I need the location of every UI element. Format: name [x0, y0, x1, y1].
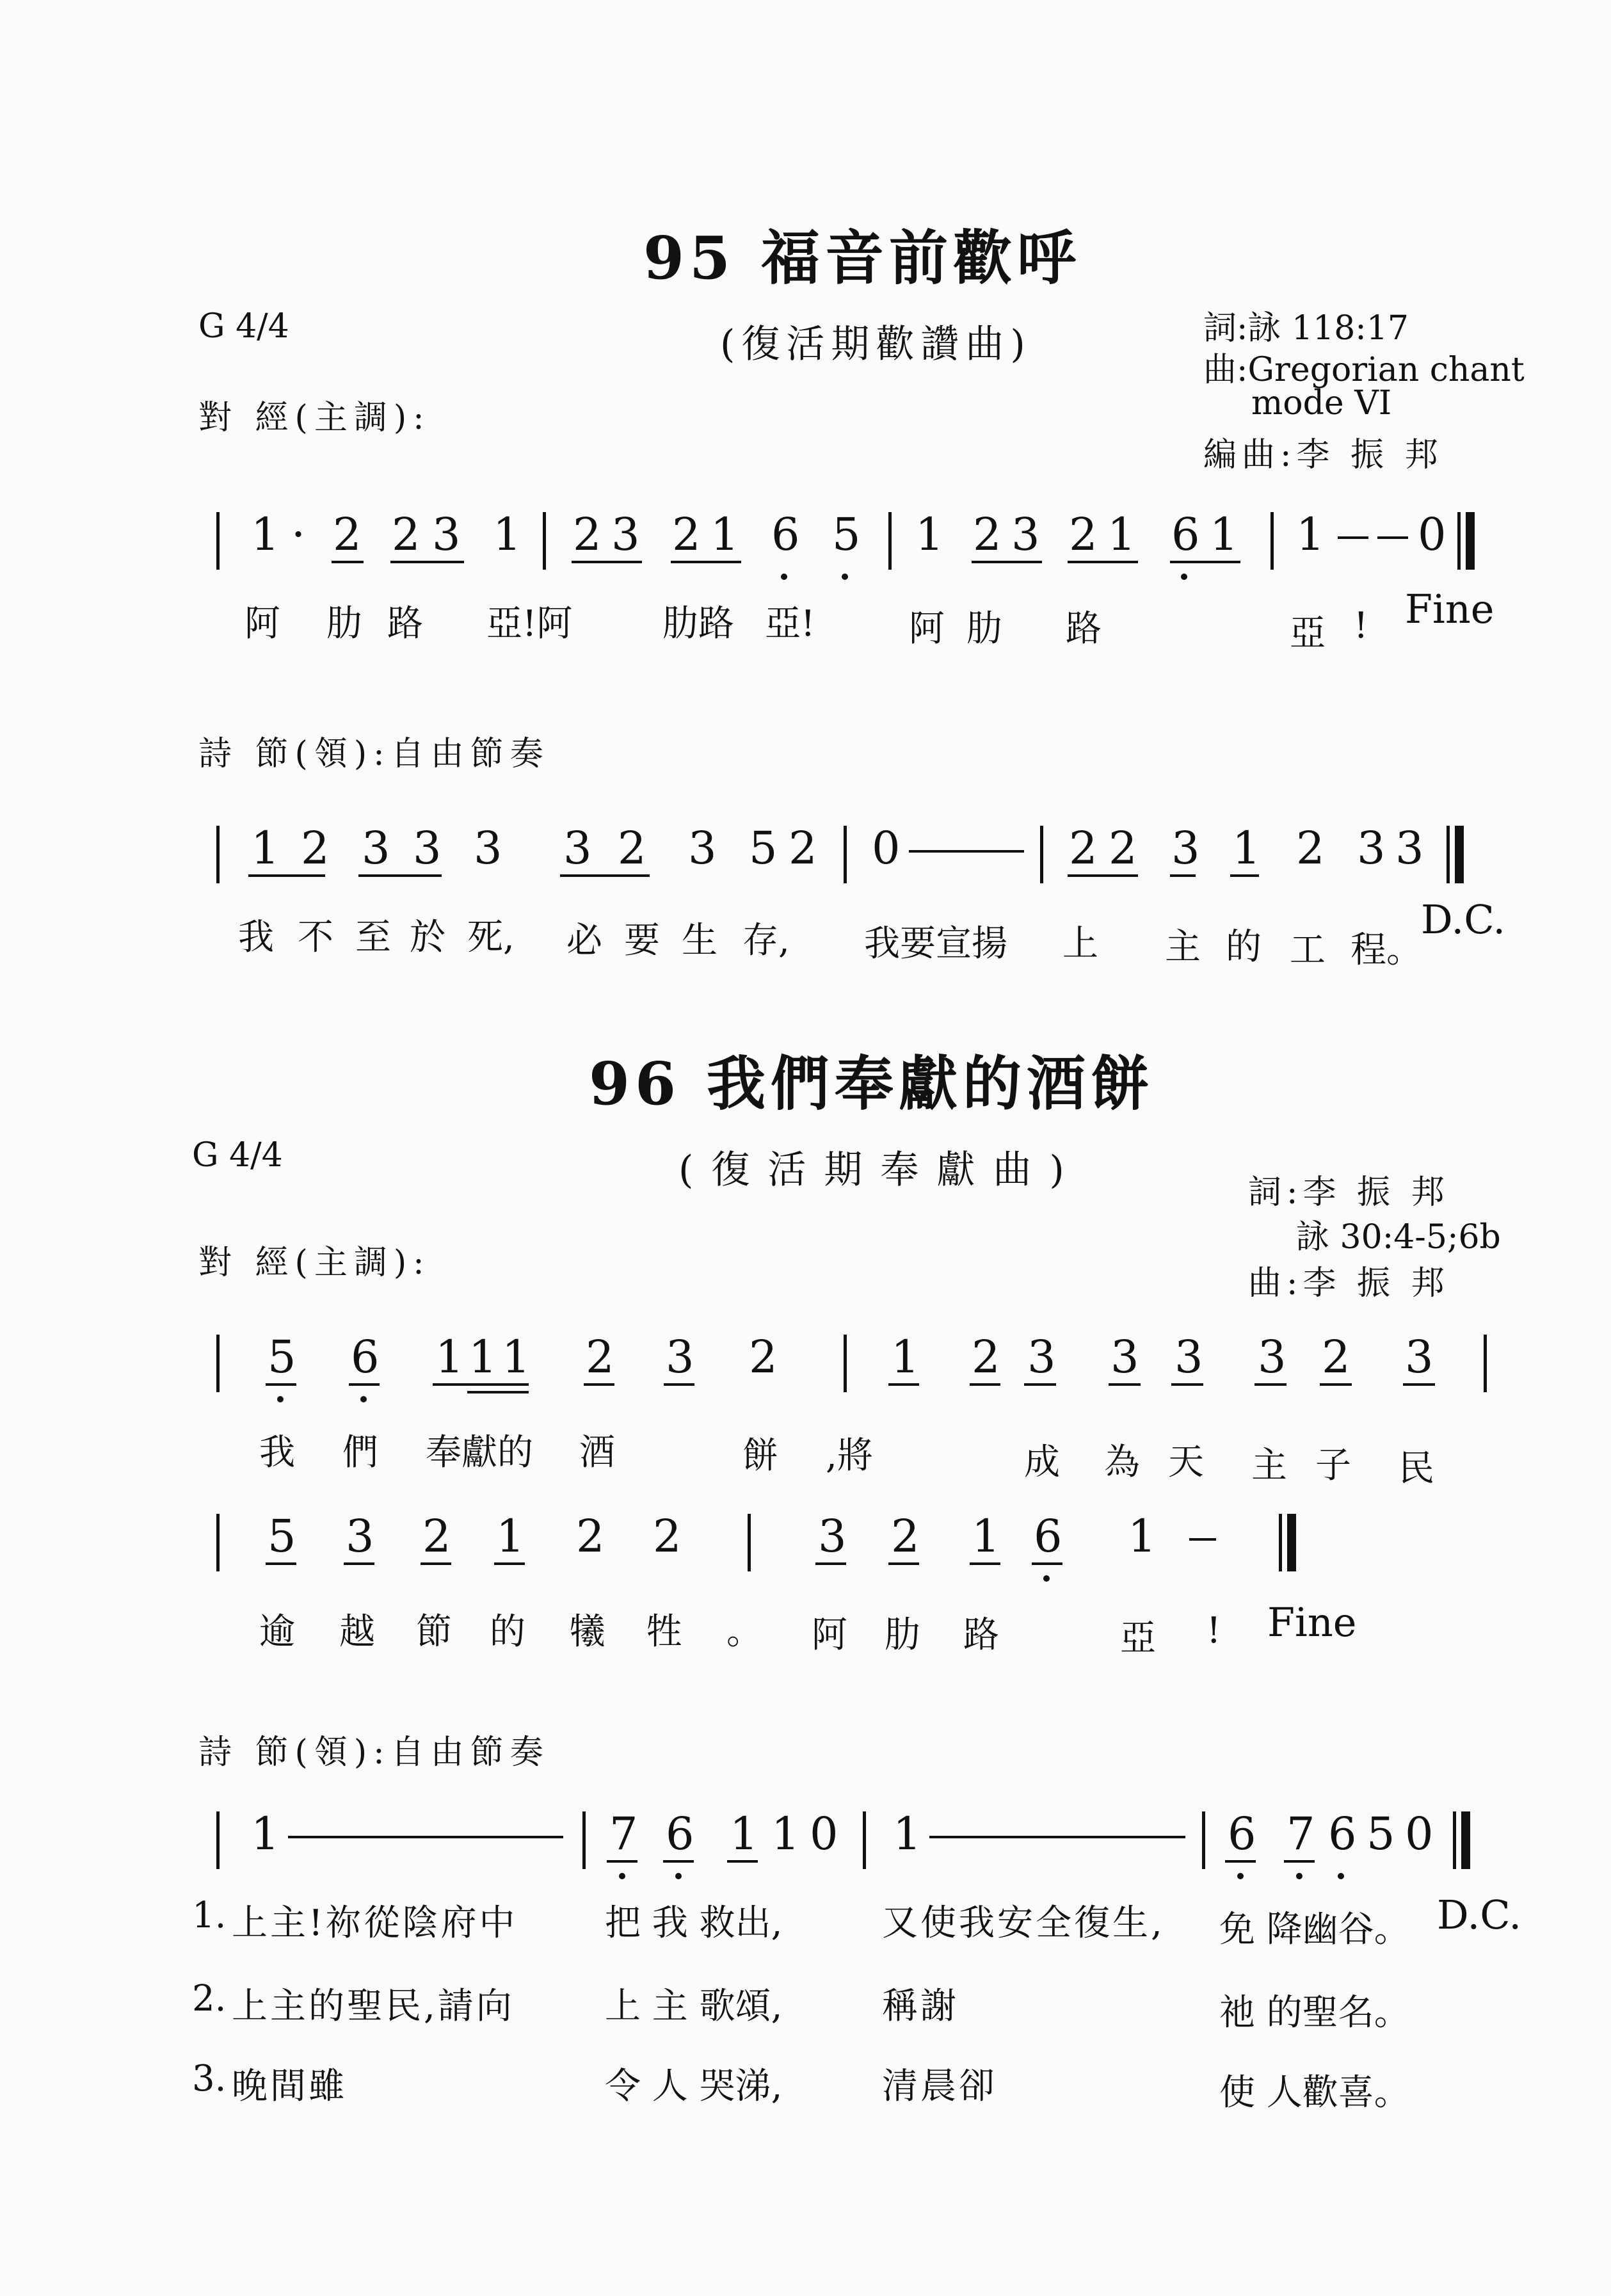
note: 1 — [1107, 508, 1136, 561]
lyric: 民 — [1399, 1448, 1434, 1489]
verse-row — [0, 1978, 1611, 2035]
dc-marker: D.C. — [1421, 896, 1506, 943]
note: 3 — [474, 822, 502, 874]
lyric: 亞 — [1290, 613, 1326, 654]
verse-number: 2. — [192, 1978, 227, 2019]
lyric: 的 — [490, 1611, 525, 1653]
lyric: 上 — [1062, 923, 1098, 965]
note: 2 — [618, 822, 646, 874]
note: 3 — [611, 508, 640, 561]
note: 1 — [435, 1331, 464, 1383]
note: 2 — [789, 822, 817, 874]
lyric: 要 — [624, 920, 660, 961]
note: 6 — [1034, 1510, 1062, 1562]
note: 5 — [268, 1510, 296, 1562]
lyric: 亞!阿 — [486, 603, 573, 645]
lyric: 路 — [1066, 608, 1102, 650]
lyric: 亞! — [765, 603, 815, 645]
lyric: 們 — [342, 1432, 378, 1473]
lyric: 必 — [566, 920, 602, 961]
verse-text: 使 人歡喜。 — [1219, 2072, 1410, 2114]
note: 6 — [1328, 1808, 1357, 1860]
note: 2 — [1296, 822, 1325, 874]
verse-number: 1. — [192, 1895, 227, 1936]
note: 1 — [891, 1331, 920, 1383]
note: 3 — [432, 508, 461, 561]
note: 5 — [268, 1331, 296, 1383]
song96-psalm-credit: 詠 30:4-5;6b — [1296, 1218, 1501, 1256]
verse-text: 把 我 救出, — [605, 1902, 783, 1944]
note-dot: · — [291, 508, 306, 561]
note: 1 — [915, 508, 944, 561]
lyric: 的 — [1226, 926, 1262, 968]
note: 1 — [502, 1331, 531, 1383]
note: 3 — [688, 822, 717, 874]
song96-verse-label: 詩 節(領):自由節奏 — [198, 1733, 550, 1772]
lyric: 肋 — [326, 603, 362, 645]
note: 2 — [1322, 1331, 1351, 1383]
note: 3 — [1027, 1331, 1056, 1383]
song95-notation-line1 — [0, 508, 1611, 582]
note: 6 — [771, 508, 800, 561]
note: 0 — [1418, 508, 1447, 561]
song95-notation-line2 — [0, 822, 1611, 896]
note: 1 — [710, 508, 739, 561]
lyric: 逾 — [259, 1611, 295, 1653]
fine-marker: Fine — [1405, 586, 1495, 632]
note: 1 — [1128, 1510, 1157, 1562]
note: 3 — [1110, 1331, 1139, 1383]
note: 3 — [1174, 1331, 1203, 1383]
song96-title: 96 我們奉獻的酒餅 — [589, 1049, 1155, 1118]
note: 2 — [586, 1331, 614, 1383]
lyric: 阿 — [244, 603, 280, 645]
note: 0 — [1405, 1808, 1434, 1860]
note: 6 — [1228, 1808, 1256, 1860]
note: 1 — [251, 508, 280, 561]
lyric: 子 — [1315, 1445, 1351, 1486]
note: 5 — [1367, 1808, 1395, 1860]
lyric: ,將 — [826, 1435, 873, 1477]
note: 7 — [609, 1808, 638, 1860]
note: 3 — [413, 822, 442, 874]
lyric: 主 — [1165, 926, 1201, 968]
note: 2 — [392, 508, 421, 561]
lyric: 路 — [963, 1614, 999, 1656]
song96-notation-line1 — [0, 1331, 1611, 1411]
lyric: 節 — [416, 1611, 452, 1653]
lyric: 成 — [1024, 1441, 1060, 1483]
lyric: 生 — [682, 920, 717, 961]
song96-notation-line2 — [0, 1510, 1611, 1591]
lyric: 餅 — [742, 1435, 778, 1477]
note: 0 — [810, 1808, 838, 1860]
lyric: 路 — [387, 603, 423, 645]
note: 3 — [1405, 1331, 1434, 1383]
verse-text: 免 降幽谷。 — [1219, 1909, 1410, 1950]
verse-number: 3. — [192, 2058, 227, 2099]
verse-text: 晚間雖 — [232, 2066, 347, 2107]
lyric: 酒 — [579, 1432, 615, 1473]
note: 2 — [972, 1331, 1000, 1383]
note: 5 — [832, 508, 861, 561]
note: 3 — [666, 1331, 694, 1383]
song95-key: G 4/4 — [198, 307, 289, 346]
lyric: 為 — [1104, 1441, 1140, 1483]
song96-words-credit: 詞:李 振 邦 — [1248, 1173, 1450, 1212]
lyric: 肋路 — [662, 603, 734, 645]
verse-text: 上主的聖民,請向 — [232, 1986, 515, 2027]
note: 2 — [576, 1510, 605, 1562]
note: 5 — [749, 822, 778, 874]
dc-marker: D.C. — [1437, 1891, 1522, 1938]
note: 1 — [893, 1808, 922, 1860]
note: 3 — [346, 1510, 374, 1562]
note: 3 — [1357, 822, 1386, 874]
verse-text: 上 主 歌頌, — [605, 1986, 783, 2027]
note: 1 — [771, 1808, 800, 1860]
verse-row — [0, 1891, 1611, 1952]
note: 2 — [333, 508, 362, 561]
lyric: 我 — [238, 917, 274, 958]
note: 3 — [1258, 1331, 1286, 1383]
verse-text: 稱謝 — [882, 1986, 959, 2027]
lyric: 越 — [339, 1611, 375, 1653]
lyric: 我 — [259, 1432, 295, 1473]
lyric: 阿 — [812, 1614, 847, 1656]
note: 6 — [351, 1331, 380, 1383]
lyric: 奉獻的 — [426, 1432, 533, 1473]
lyric: 肋 — [885, 1614, 920, 1656]
song96-refrain-label: 對 經(主調): — [198, 1244, 431, 1282]
lyric: 不 — [298, 917, 333, 958]
lyric: 犧 — [570, 1611, 605, 1653]
note: 2 — [1069, 822, 1098, 874]
note: 2 — [1069, 508, 1098, 561]
lyric: 至 — [355, 917, 391, 958]
song95-refrain-label: 對 經(主調): — [198, 399, 431, 437]
note: 3 — [1395, 822, 1424, 874]
lyric: 於 — [410, 917, 445, 958]
lyric: 死, — [467, 917, 515, 958]
lyric: 亞 — [1120, 1618, 1156, 1659]
note: 7 — [1286, 1808, 1315, 1860]
lyric: 程。 — [1351, 929, 1422, 971]
note: 3 — [563, 822, 592, 874]
note: 2 — [301, 822, 330, 874]
note: 6 — [1171, 508, 1200, 561]
note: 2 — [653, 1510, 682, 1562]
note: 1 — [730, 1808, 758, 1860]
song95-title: 95 福音前歡呼 — [643, 223, 1082, 293]
song95-words-credit: 詞:詠 118:17 — [1203, 309, 1409, 348]
note: 0 — [872, 822, 901, 874]
fine-marker: Fine — [1267, 1599, 1357, 1646]
note: 1 — [496, 1510, 525, 1562]
song96-tune-credit: 曲:李 振 邦 — [1248, 1264, 1450, 1303]
lyric: 牲 — [646, 1611, 682, 1653]
note: 1 — [251, 1808, 280, 1860]
song95-subtitle: (復活期歡讚曲) — [720, 322, 1032, 367]
lyric: 存, — [742, 920, 790, 961]
note: 3 — [1011, 508, 1040, 561]
song95-verse-label: 詩 節(領):自由節奏 — [198, 735, 550, 773]
lyric: 天 — [1168, 1441, 1204, 1483]
lyric: 我要宣揚 — [864, 923, 1007, 965]
note: 2 — [1109, 822, 1137, 874]
lyric: 肋 — [966, 608, 1002, 650]
verse-row — [0, 2058, 1611, 2115]
note: 2 — [749, 1331, 778, 1383]
note: 1 — [1210, 508, 1238, 561]
lyric: 。 — [726, 1611, 762, 1653]
note: 1 — [493, 508, 522, 561]
song95-tune-credit: 曲:Gregorian chant — [1203, 351, 1525, 389]
lyric: ! — [1354, 605, 1368, 646]
note: 2 — [973, 508, 1002, 561]
lyric: 主 — [1251, 1445, 1287, 1486]
note: 1 — [1296, 508, 1325, 561]
note: 1 — [251, 822, 280, 874]
song95-arranger: 編曲:李 振 邦 — [1203, 436, 1443, 474]
note: 2 — [891, 1510, 920, 1562]
song96-key: G 4/4 — [192, 1136, 283, 1175]
verse-text: 祂 的聖名。 — [1219, 1992, 1410, 2034]
verse-text: 又使我安全復生, — [882, 1902, 1165, 1944]
note: 6 — [666, 1808, 694, 1860]
note: 1 — [1232, 822, 1261, 874]
note: 2 — [672, 508, 701, 561]
verse-text: 令 人 哭涕, — [605, 2066, 783, 2107]
note: 2 — [573, 508, 602, 561]
note: 3 — [1171, 822, 1200, 874]
note: 1 — [469, 1331, 497, 1383]
note: 3 — [362, 822, 390, 874]
song96-notation-line3 — [0, 1808, 1611, 1888]
note: 1 — [972, 1510, 1000, 1562]
song95-tune-mode: mode VI — [1251, 384, 1392, 422]
song96-subtitle: (復活期奉獻曲) — [678, 1148, 1082, 1192]
lyric: ! — [1206, 1610, 1221, 1651]
verse-text: 清晨卻 — [882, 2066, 997, 2107]
note: 2 — [422, 1510, 451, 1562]
lyric: 工 — [1290, 929, 1326, 971]
lyric: 阿 — [909, 608, 945, 650]
note: 3 — [818, 1510, 847, 1562]
verse-text: 上主!祢從陰府中 — [232, 1902, 518, 1944]
